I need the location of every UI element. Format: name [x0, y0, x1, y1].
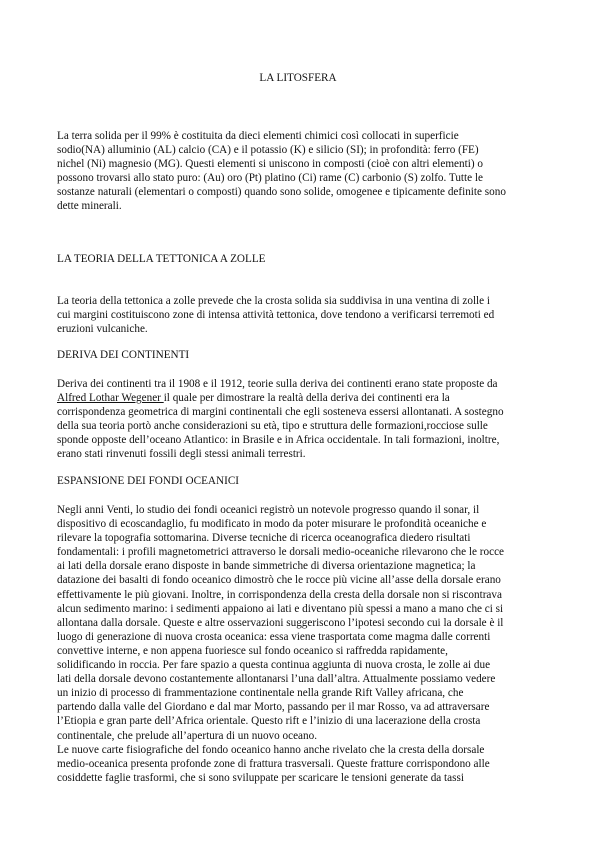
text-line: medio-oceanica presenta profonde zone di frattura trasversali. Queste fratture corrispondono alle: [57, 757, 490, 770]
text-line: fondamentali: i profili magnetometrici attraverso le dorsali medio-oceaniche rilevarono che le rocce: [57, 546, 504, 559]
text-fragment: il quale per dimostrare la realtà della deriva dei continenti era la: [163, 392, 450, 405]
espansione-paragraph: [57, 503, 542, 785]
heading-tettonica: LA TEORIA DELLA TETTONICA A ZOLLE: [57, 253, 266, 265]
text-line: cui margini costituiscono zone di intensa attività tettonica, dove tendono a verificarsi terremoti ed: [57, 309, 495, 322]
text-line: corrispondenza geometrica di margini continentali che egli sosteneva essersi allontanati. A sostegno: [57, 406, 504, 419]
text-line: sponde opposte dell’oceano Atlantico: in Brasile e in Africa occidentale. In tali formazioni, inoltre,: [57, 434, 500, 447]
page-title: LA LITOSFERA: [259, 72, 337, 84]
text-line: lati della dorsale devono costantemente allontanarsi l’una dall’altra. Attualmente possiamo vedere: [57, 673, 496, 686]
text-line: Negli anni Venti, lo studio dei fondi oceanici registrò un notevole progresso quando il sonar, il: [57, 504, 480, 516]
text-line: cosiddette faglie trasformi, che si sono sviluppate per scaricare le tensioni generate da tassi: [57, 771, 464, 784]
text-line: della sua teoria portò anche considerazioni su età, tipo e struttura delle formazioni,rocciose sulle: [57, 420, 488, 433]
heading-espansione: ESPANSIONE DEI FONDI OCEANICI: [57, 475, 240, 487]
text-line: dette minerali.: [57, 200, 122, 213]
text-line: dispositivo di ecoscandaglio, fu modificato in modo da poter misurare le profondità oceaniche e: [57, 518, 487, 531]
tettonica-paragraph: [57, 294, 542, 336]
text-line: un inizio di processo di frammentazione continentale nella grande Rift Valley africana, che: [57, 687, 464, 700]
text-line: Le nuove carte fisiografiche del fondo oceanico hanno anche rivelato che la cresta della dorsale: [57, 743, 485, 756]
text-line: alcun sedimento marino: i sedimenti appaiono ai lati e diventano più spessi a mano a mano che ci si: [57, 602, 504, 615]
text-line: allontana dalla dorsale. Queste e altre osservazioni suggeriscono l’ipotesi secondo cui la dorsale è il: [57, 616, 504, 629]
text-line: luogo di generazione di nuova crosta oceanica: essa viene trasportata come magma dalle correnti: [57, 630, 491, 643]
text-line: solidificando in roccia. Per fare spazio a questa continua aggiunta di nuova crosta, le zolle ai due: [57, 659, 491, 672]
text-line: eruzioni vulcaniche.: [57, 323, 148, 336]
text-line: datazione dei basalti di fondo oceanico dimostrò che le rocce più vicine all’asse della dorsale erano: [57, 574, 501, 587]
text-line: continentale, che prelude all’apertura di un nuovo oceano.: [57, 729, 318, 742]
text-line: nichel (Ni) magnesio (MG). Questi elementi si uniscono in composti (cioè con altri elementi) o: [57, 158, 483, 171]
text-line: sodio(NA) alluminio (AL) calcio (CA) e il potassio (K) e silicio (SI); in profondità: ferro (FE): [57, 144, 479, 157]
text-line: sostanze naturali (elementari o composti) quando sono solide, omogenee e tipicamente definite sono: [57, 186, 506, 199]
text-line: rilevare la topografia sottomarina. Diverse tecniche di ricerca oceanografica diedero risultati: [57, 532, 471, 545]
intro-paragraph: [57, 129, 542, 214]
text-line: ai lati della dorsale erano disposte in bande simmetriche di diversa orientazione magnetica; la: [57, 560, 476, 573]
text-line: La teoria della tettonica a zolle prevede che la crosta solida sia suddivisa in una ventina di zolle i: [57, 295, 491, 307]
text-line: l’Etiopia e gran parte dell’Africa orientale. Questo rift e l’inizio di una lacerazione della crosta: [57, 715, 481, 728]
text-line: La terra solida per il 99% è costituita da dieci elementi chimici così collocati in superficie: [57, 130, 459, 142]
text-line: partendo dalla valle del Giordano e dal mar Morto, passando per il mar Rosso, va ad attraversare: [57, 701, 490, 714]
wegener-link[interactable]: Alfred Lothar Wegener: [57, 392, 164, 405]
deriva-paragraph: [57, 377, 542, 462]
text-line: [57, 391, 542, 405]
text-line: erano stati rinvenuti fossili degli stessi animali terrestri.: [57, 448, 306, 461]
text-line: effettivamente le più giovani. Inoltre, in corrispondenza della cresta della dorsale non si riscontrava: [57, 588, 502, 601]
heading-deriva: DERIVA DEI CONTINENTI: [57, 349, 190, 361]
text-line: convettive interne, e non appena fuoriesce sul fondo oceanico si raffredda rapidamente,: [57, 644, 448, 657]
text-line: possono trovarsi allo stato puro: (Au) oro (Pt) platino (Ci) rame (C) carbonio (S) zolfo. Tutte le: [57, 172, 483, 185]
text-line: Deriva dei continenti tra il 1908 e il 1912, teorie sulla deriva dei continenti erano state proposte da: [57, 378, 498, 390]
